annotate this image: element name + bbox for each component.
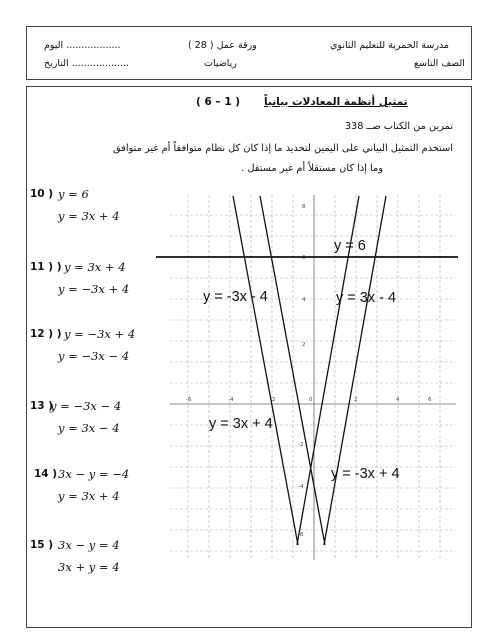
equation-2: y = 3x + 4 — [58, 489, 120, 503]
y-tick: 8 — [302, 204, 306, 210]
x-tick: 6 — [428, 397, 432, 403]
x-tick: 0 — [309, 397, 313, 403]
y-tick: 6 — [302, 255, 306, 261]
problem-number: 14 ) — [34, 468, 58, 480]
label-y-equals-6: y = 6 — [334, 238, 366, 254]
lesson-title: تمثيل أنظمة المعادلات بيانياً — [264, 96, 408, 108]
y-tick: -6 — [298, 532, 304, 538]
y-tick: 4 — [302, 297, 306, 303]
equation-1: y = 6 — [58, 187, 89, 201]
equation-2: y = 3x − 4 — [58, 421, 120, 435]
x-tick: -6 — [186, 397, 192, 403]
instruction-main: استخدم التمثيل البياني على اليمين لتحديد ما إذا كان كل نظام متوافقاً أم غير متوافق — [113, 143, 453, 154]
y-tick: -2 — [298, 442, 304, 448]
x-tick: 2 — [354, 397, 358, 403]
problem-number: 10 ) — [30, 188, 54, 200]
equation-1: y = 3x + 4 — [64, 260, 126, 274]
problem-number: 12 ) ) — [30, 328, 62, 340]
label-neg3x-plus-4: y = -3x + 4 — [331, 466, 400, 482]
equation-1: y = −3x − 4 — [50, 399, 122, 413]
grid — [170, 195, 456, 560]
instruction-continued: وما إذا كان مستقلاً أم غير مستقل . — [241, 163, 383, 174]
school-name: مدرسة الحمرية للتعليم الثانوي — [330, 40, 450, 51]
label-neg3x-minus-4: y = -3x - 4 — [203, 289, 268, 305]
equation-1: y = −3x + 4 — [64, 327, 136, 341]
plotted-lines — [156, 196, 458, 545]
problem-number: 11 ) ) — [30, 261, 62, 273]
x-tick: 4 — [396, 397, 400, 403]
problem-number: 13 ) — [30, 400, 54, 412]
line-y-equals-neg3x-plus-4 — [260, 196, 325, 545]
problem-number: 15 ) — [30, 539, 54, 551]
label-3x-minus-4: y = 3x - 4 — [336, 290, 397, 306]
y-tick: -4 — [298, 484, 304, 490]
y-tick: 2 — [302, 342, 306, 348]
day-field: اليوم .................. — [44, 40, 121, 51]
equation-2: y = −3x − 4 — [58, 349, 130, 363]
equation-2: 3x + y = 4 — [58, 560, 120, 574]
lesson-number: ( 6 – 1 ) — [196, 96, 241, 108]
x-tick: -2 — [270, 397, 276, 403]
equation-1: 3x − y = −4 — [58, 467, 130, 481]
subject-label: رياضيات — [204, 58, 237, 69]
equation-2: y = 3x + 4 — [58, 209, 120, 223]
grade-label: الصف التاسع — [414, 58, 465, 69]
equation-2: y = −3x + 4 — [58, 282, 130, 296]
label-3x-plus-4: y = 3x + 4 — [209, 416, 273, 432]
worksheet-number: ورقة عمل ( 28 ) — [188, 40, 257, 51]
equation-1: 3x − y = 4 — [58, 538, 120, 552]
x-tick: -4 — [228, 397, 234, 403]
line-y-equals-3x-plus-4 — [233, 196, 298, 545]
instruction-book-exercise: تمرين من الكتاب صــ 338 — [344, 121, 453, 132]
date-field: التاريخ ................... — [44, 58, 130, 69]
axes — [170, 195, 456, 560]
